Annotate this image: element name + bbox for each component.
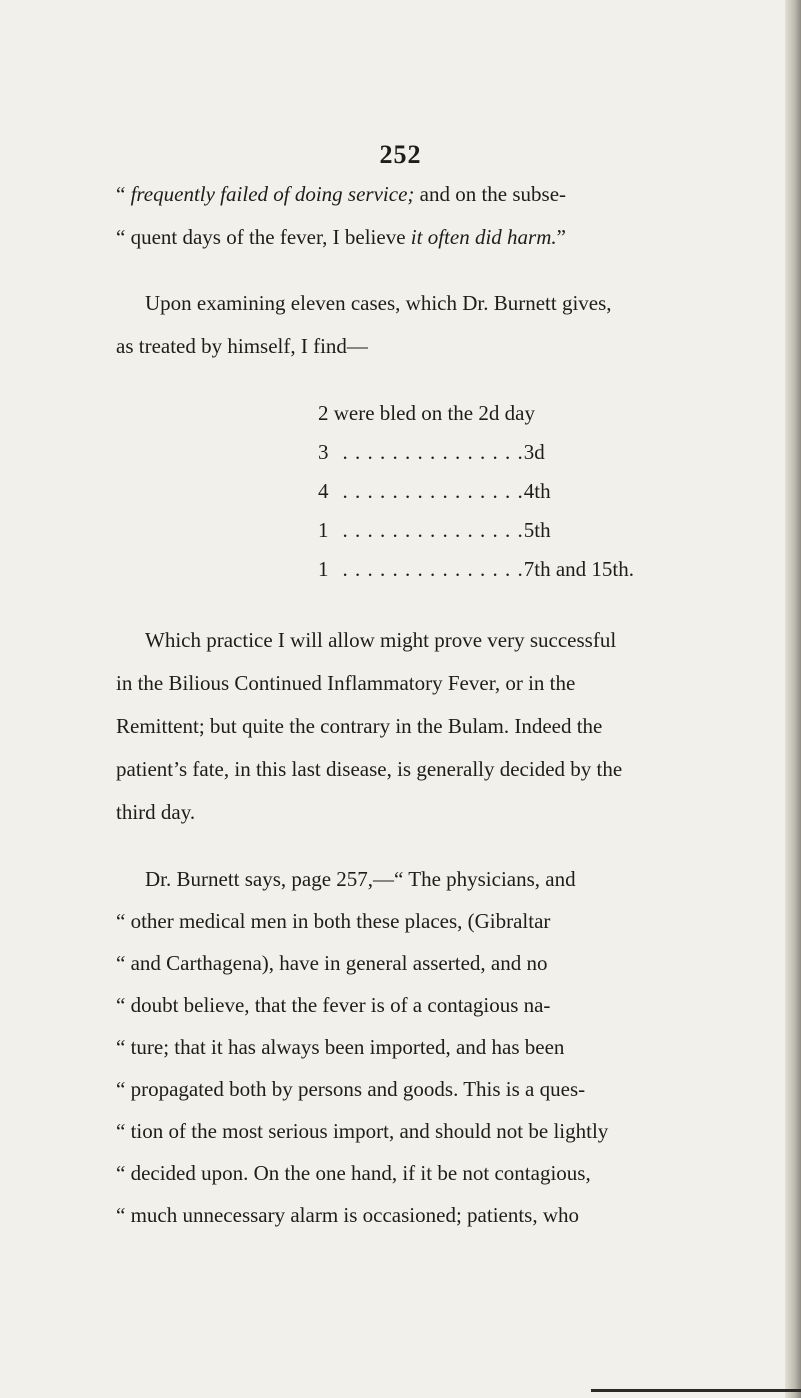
para1-line-1: Upon examining eleven cases, which Dr. Burnett gives, (145, 291, 612, 315)
para3-line-1: Dr. Burnett says, page 257,—“ The physicians, and (145, 867, 576, 891)
para3-line-2: “ other medical men in both these places, (Gibraltar (116, 909, 551, 933)
table-row (318, 403, 535, 424)
text-span: and on the subse- (414, 182, 567, 206)
para1-line-2: as treated by himself, I find— (116, 334, 368, 358)
table-row (318, 520, 551, 541)
row-day: 3d (523, 440, 545, 464)
para3-line-9: “ much unnecessary alarm is occasioned; patients, who (116, 1203, 580, 1227)
row-count: 2 (318, 401, 329, 425)
table-row (318, 559, 634, 580)
para3-line-5: “ ture; that it has always been imported, and has been (116, 1035, 565, 1059)
row-count: 1 (318, 557, 329, 581)
row-day: 7th and 15th. (523, 557, 634, 581)
para2-line-1: Which practice I will allow might prove very successful (145, 628, 617, 652)
row-count: 1 (318, 518, 329, 542)
row-filler: . . . . . . . . . . . . . . . (342, 518, 524, 542)
table-row (318, 442, 545, 463)
text-span: “ quent days of the fever, I believe (116, 225, 411, 249)
bottom-rule (591, 1389, 801, 1392)
quote-mark: “ (116, 182, 131, 206)
table-row (318, 481, 551, 502)
para3-line-8: “ decided upon. On the one hand, if it be not contagious, (116, 1161, 591, 1185)
para2-line-5: third day. (116, 800, 196, 824)
italic-phrase: frequently failed of doing service; (130, 182, 415, 206)
quote-line-1 (116, 184, 566, 205)
row-day: 4th (523, 479, 551, 503)
row-filler: . . . . . . . . . . . . . . . (342, 440, 524, 464)
para3-line-3: “ and Carthagena), have in general asserted, and no (116, 951, 548, 975)
para2-line-3: Remittent; but quite the contrary in the Bulam. Indeed the (116, 714, 603, 738)
italic-phrase: it often did harm. (410, 225, 557, 249)
para3-line-6: “ propagated both by persons and goods. This is a ques- (116, 1077, 586, 1101)
row-filler: . . . . . . . . . . . . . . . (342, 557, 524, 581)
row-day: 2d day (478, 401, 535, 425)
row-filler: were bled on the (328, 401, 479, 425)
row-count: 3 (318, 440, 329, 464)
para2-line-4: patient’s fate, in this last disease, is generally decided by the (116, 757, 623, 781)
quote-line-2 (116, 227, 566, 248)
row-day: 5th (523, 518, 551, 542)
page-edge-shadow (785, 0, 801, 1398)
para3-line-4: “ doubt believe, that the fever is of a contagious na- (116, 993, 551, 1017)
row-filler: . . . . . . . . . . . . . . . (342, 479, 524, 503)
page-number: 252 (379, 140, 422, 169)
para3-line-7: “ tion of the most serious import, and should not be lightly (116, 1119, 609, 1143)
para2-line-2: in the Bilious Continued Inflammatory Fever, or in the (116, 671, 576, 695)
row-count: 4 (318, 479, 329, 503)
quote-mark: ” (556, 225, 566, 249)
